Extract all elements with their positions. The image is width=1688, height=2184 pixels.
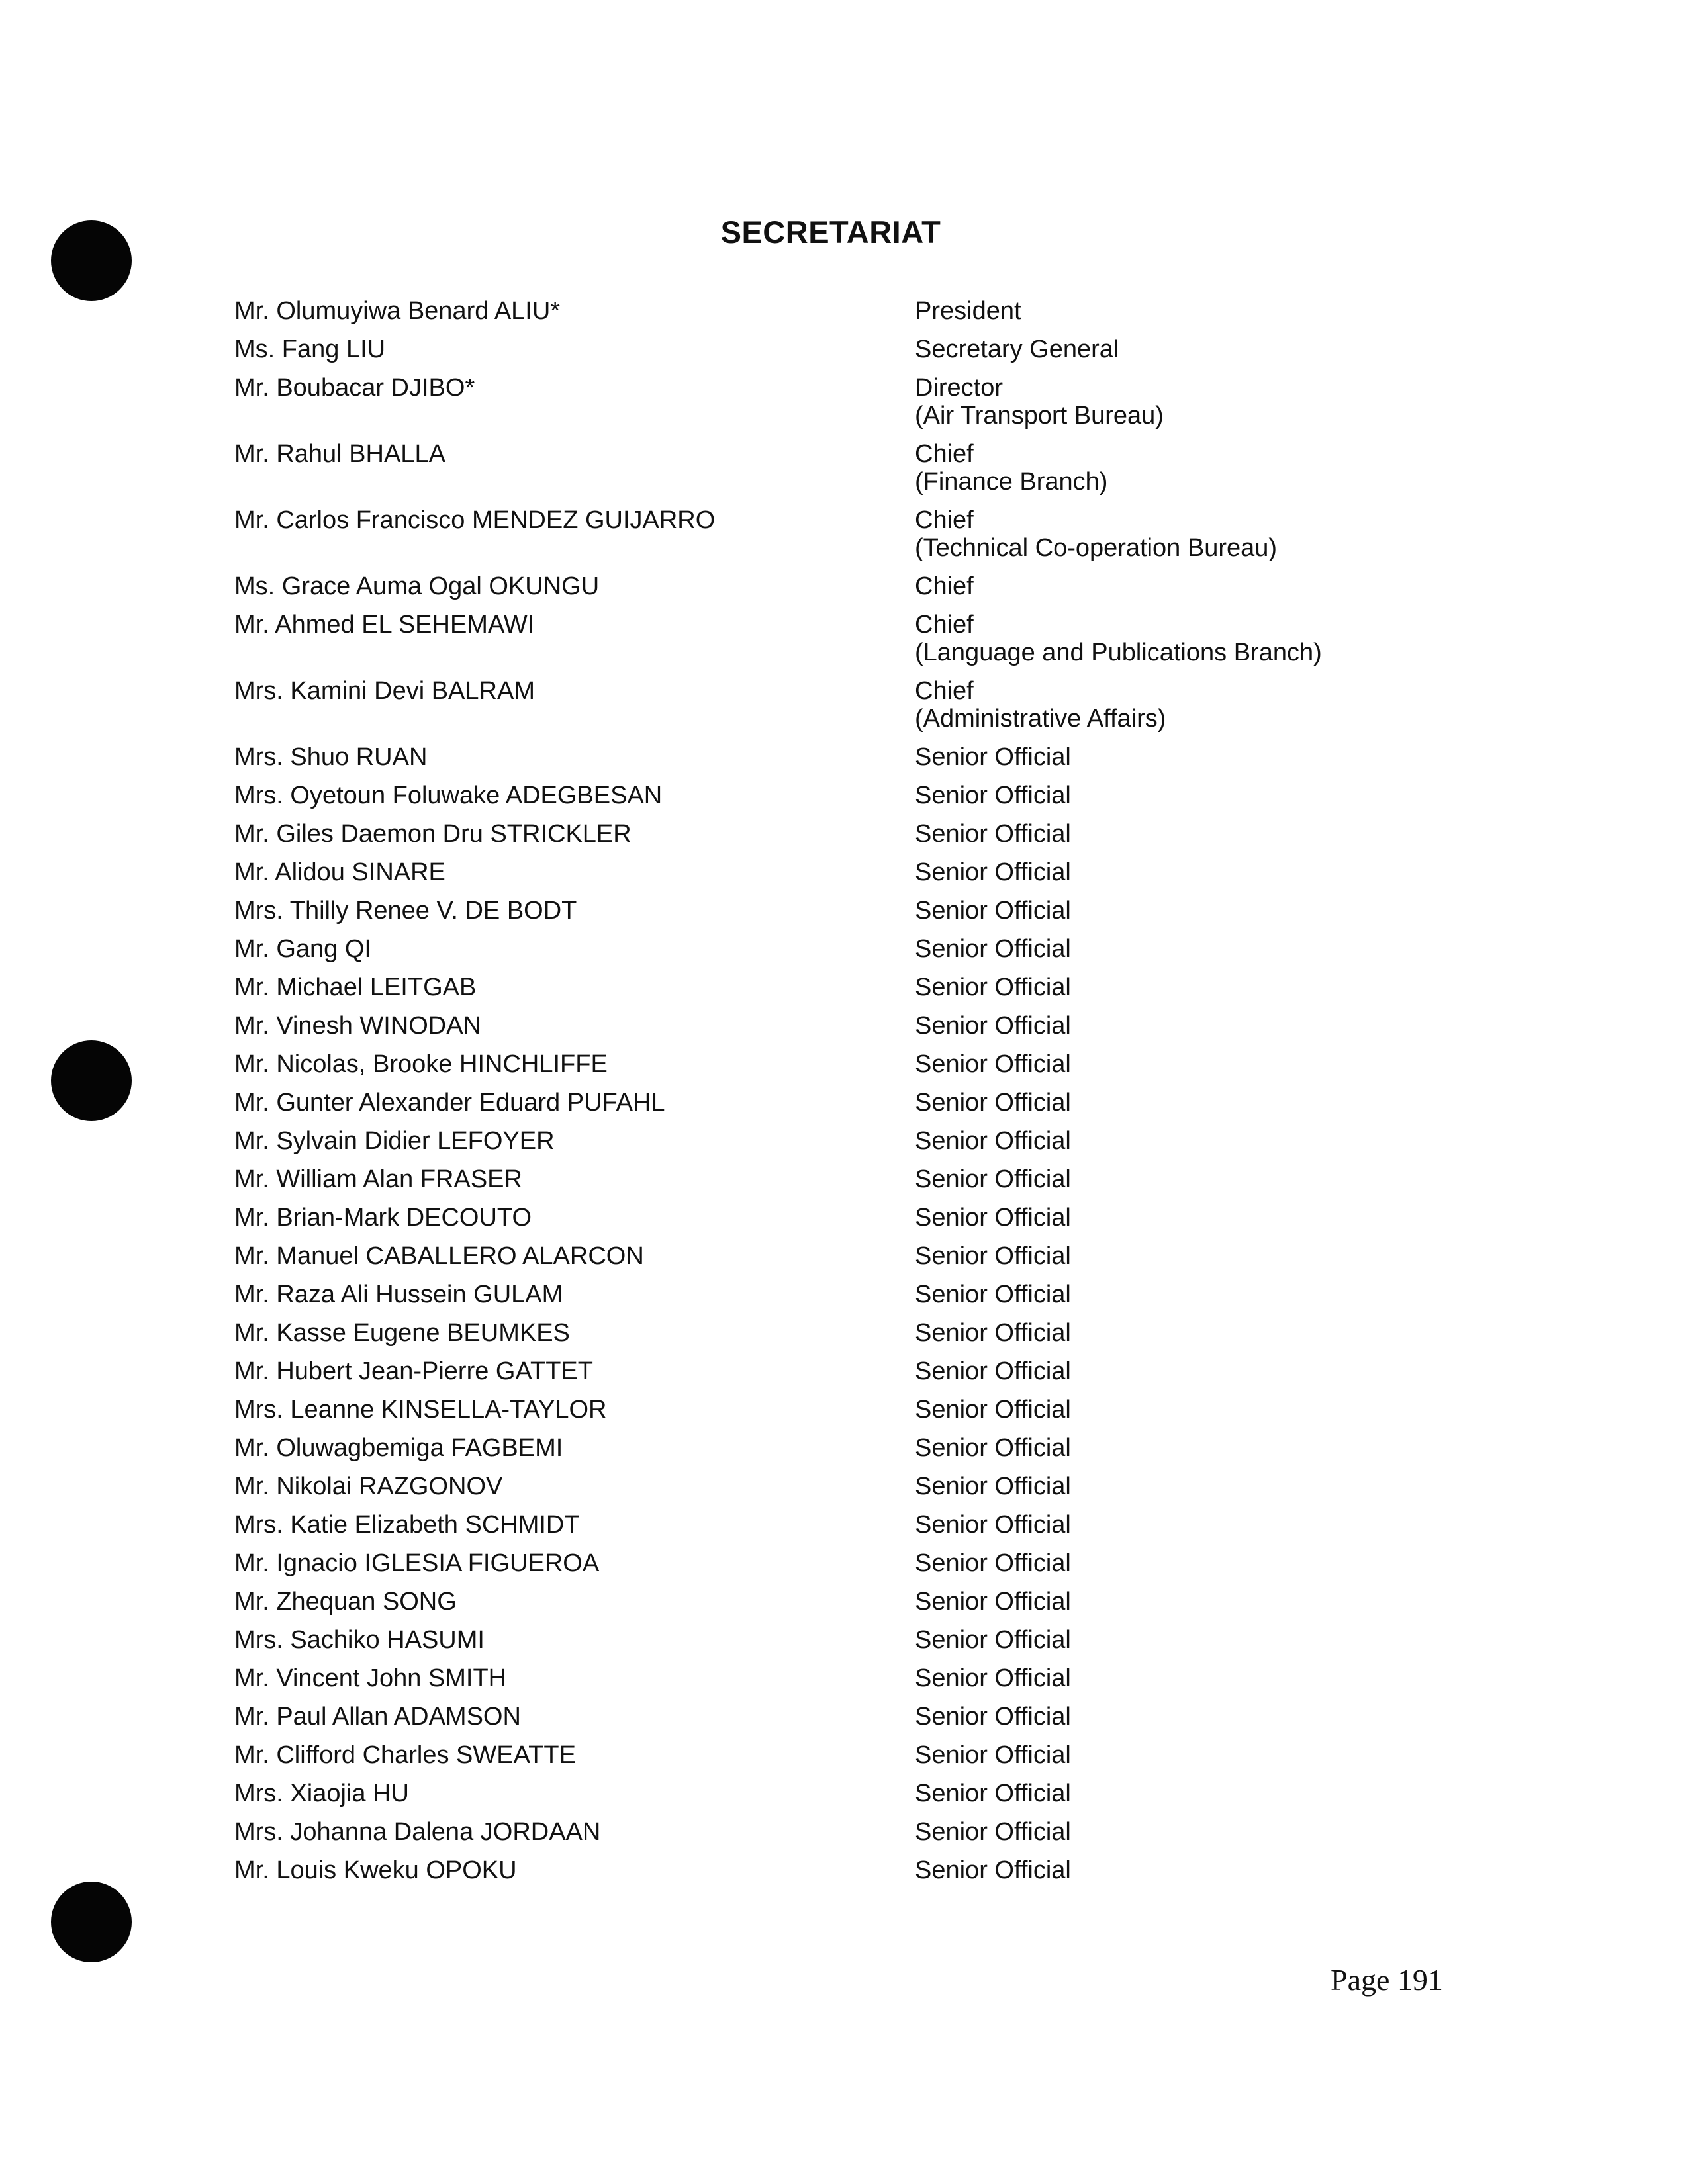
- position-title: Senior Official: [915, 1204, 1071, 1232]
- member-position: [915, 440, 1426, 506]
- position-title: Senior Official: [915, 1281, 1071, 1308]
- member-position: [915, 1089, 1426, 1127]
- member-name: Mr. Alidou SINARE: [234, 858, 445, 886]
- member-name: Mr. Vinesh WINODAN: [234, 1012, 482, 1040]
- roster-row: [234, 1050, 1426, 1089]
- member-name: Mr. Gang QI: [234, 935, 371, 963]
- member-position: [915, 1549, 1426, 1588]
- position-title: Senior Official: [915, 1012, 1071, 1040]
- member-name: Ms. Grace Auma Ogal OKUNGU: [234, 572, 600, 600]
- member-name: Mr. Rahul BHALLA: [234, 440, 445, 468]
- binder-hole-bottom: [51, 1882, 132, 1962]
- position-title: Director: [915, 374, 1004, 402]
- roster-row: [234, 1012, 1426, 1050]
- roster-row: [234, 1703, 1426, 1741]
- member-position: [915, 1588, 1426, 1626]
- roster-row: [234, 1780, 1426, 1818]
- roster-row: [234, 572, 1426, 611]
- member-position: [915, 1856, 1426, 1895]
- member-position: [915, 858, 1426, 897]
- member-position: [915, 1818, 1426, 1856]
- position-title: Senior Official: [915, 1818, 1071, 1846]
- member-name: Mr. Clifford Charles SWEATTE: [234, 1741, 576, 1769]
- section-heading: SECRETARIAT: [720, 214, 941, 250]
- member-position: [915, 935, 1426, 974]
- member-name: Mr. Boubacar DJIBO*: [234, 374, 475, 402]
- member-name: Mr. Ignacio IGLESIA FIGUEROA: [234, 1549, 600, 1577]
- position-title: Senior Official: [915, 782, 1071, 809]
- member-name: Mr. Oluwagbemiga FAGBEMI: [234, 1434, 563, 1462]
- member-name: Mr. Vincent John SMITH: [234, 1664, 507, 1692]
- roster-row: [234, 1664, 1426, 1703]
- position-title: Chief: [915, 506, 974, 534]
- member-name: Mrs. Kamini Devi BALRAM: [234, 677, 535, 705]
- member-name: Mr. Carlos Francisco MENDEZ GUIJARRO: [234, 506, 716, 534]
- member-position: [915, 506, 1426, 572]
- position-title: Senior Official: [915, 1856, 1071, 1884]
- member-name: Mrs. Oyetoun Foluwake ADEGBESAN: [234, 782, 663, 809]
- position-unit: (Air Transport Bureau): [915, 402, 1164, 430]
- roster-row: [234, 1549, 1426, 1588]
- member-position: [915, 1780, 1426, 1818]
- position-title: Senior Official: [915, 1050, 1071, 1078]
- roster-row: [234, 1242, 1426, 1281]
- member-name: Mr. Paul Allan ADAMSON: [234, 1703, 521, 1731]
- member-position: [915, 1242, 1426, 1281]
- member-position: [915, 1204, 1426, 1242]
- member-position: [915, 1050, 1426, 1089]
- roster-row: [234, 974, 1426, 1012]
- member-name: Mr. Nikolai RAZGONOV: [234, 1473, 503, 1500]
- position-title: Senior Official: [915, 1703, 1071, 1731]
- position-unit: (Finance Branch): [915, 468, 1108, 496]
- member-name: Mr. Olumuyiwa Benard ALIU*: [234, 297, 561, 325]
- position-title: Secretary General: [915, 336, 1119, 363]
- member-name: Mr. Louis Kweku OPOKU: [234, 1856, 517, 1884]
- member-position: [915, 1127, 1426, 1165]
- position-title: Senior Official: [915, 935, 1071, 963]
- position-title: Senior Official: [915, 1434, 1071, 1462]
- roster-row: [234, 1127, 1426, 1165]
- roster-row: [234, 374, 1426, 440]
- member-position: [915, 782, 1426, 820]
- member-position: [915, 611, 1426, 677]
- member-position: [915, 1434, 1426, 1473]
- position-title: Senior Official: [915, 1396, 1071, 1424]
- roster-row: [234, 743, 1426, 782]
- position-title: Senior Official: [915, 1780, 1071, 1807]
- member-position: [915, 1319, 1426, 1357]
- position-title: Senior Official: [915, 1664, 1071, 1692]
- member-position: [915, 743, 1426, 782]
- member-position: [915, 1741, 1426, 1780]
- roster-row: [234, 1089, 1426, 1127]
- member-position: [915, 1357, 1426, 1396]
- position-title: Chief: [915, 440, 974, 468]
- roster-row: [234, 782, 1426, 820]
- member-name: Mr. Kasse Eugene BEUMKES: [234, 1319, 570, 1347]
- member-name: Mr. Brian-Mark DECOUTO: [234, 1204, 532, 1232]
- member-position: [915, 1012, 1426, 1050]
- position-title: Senior Official: [915, 1127, 1071, 1155]
- position-title: Senior Official: [915, 1242, 1071, 1270]
- position-unit: (Administrative Affairs): [915, 705, 1166, 733]
- position-title: Senior Official: [915, 974, 1071, 1001]
- member-name: Ms. Fang LIU: [234, 336, 386, 363]
- position-title: Senior Official: [915, 897, 1071, 925]
- member-position: [915, 897, 1426, 935]
- position-title: Chief: [915, 611, 974, 639]
- roster-row: [234, 897, 1426, 935]
- position-title: Senior Official: [915, 1357, 1071, 1385]
- roster-row: [234, 1473, 1426, 1511]
- member-name: Mrs. Katie Elizabeth SCHMIDT: [234, 1511, 580, 1539]
- member-name: Mrs. Leanne KINSELLA-TAYLOR: [234, 1396, 607, 1424]
- member-position: [915, 336, 1426, 374]
- page-number: Page 191: [1331, 1963, 1443, 1997]
- roster-row: [234, 1856, 1426, 1895]
- position-title: Senior Official: [915, 1473, 1071, 1500]
- member-name: Mr. Sylvain Didier LEFOYER: [234, 1127, 555, 1155]
- position-title: Senior Official: [915, 1511, 1071, 1539]
- member-position: [915, 677, 1426, 743]
- binder-hole-middle: [51, 1040, 132, 1121]
- roster-row: [234, 1626, 1426, 1664]
- position-title: Senior Official: [915, 1741, 1071, 1769]
- position-title: Senior Official: [915, 1549, 1071, 1577]
- roster-row: [234, 336, 1426, 374]
- member-position: [915, 1511, 1426, 1549]
- member-position: [915, 974, 1426, 1012]
- roster-row: [234, 1319, 1426, 1357]
- position-title: Senior Official: [915, 820, 1071, 848]
- roster-row: [234, 1588, 1426, 1626]
- roster-row: [234, 1357, 1426, 1396]
- roster-row: [234, 1165, 1426, 1204]
- member-name: Mr. Gunter Alexander Eduard PUFAHL: [234, 1089, 665, 1116]
- position-title: Senior Official: [915, 743, 1071, 771]
- member-name: Mrs. Sachiko HASUMI: [234, 1626, 485, 1654]
- member-name: Mr. Giles Daemon Dru STRICKLER: [234, 820, 632, 848]
- member-name: Mrs. Shuo RUAN: [234, 743, 428, 771]
- member-name: Mr. Raza Ali Hussein GULAM: [234, 1281, 563, 1308]
- position-title: Senior Official: [915, 1588, 1071, 1615]
- member-name: Mr. Hubert Jean-Pierre GATTET: [234, 1357, 593, 1385]
- roster-row: [234, 1204, 1426, 1242]
- member-name: Mr. Michael LEITGAB: [234, 974, 477, 1001]
- member-position: [915, 1703, 1426, 1741]
- roster-row: [234, 1511, 1426, 1549]
- member-name: Mrs. Xiaojia HU: [234, 1780, 409, 1807]
- position-title: Senior Official: [915, 858, 1071, 886]
- member-name: Mrs. Thilly Renee V. DE BODT: [234, 897, 577, 925]
- member-name: Mr. Ahmed EL SEHEMAWI: [234, 611, 535, 639]
- position-unit: (Language and Publications Branch): [915, 639, 1322, 666]
- roster-row: [234, 506, 1426, 572]
- roster-row: [234, 297, 1426, 336]
- roster-row: [234, 858, 1426, 897]
- roster-row: [234, 1281, 1426, 1319]
- roster-row: [234, 820, 1426, 858]
- roster-row: [234, 1741, 1426, 1780]
- member-position: [915, 1281, 1426, 1319]
- member-name: Mr. Zhequan SONG: [234, 1588, 457, 1615]
- member-position: [915, 297, 1426, 336]
- position-title: Senior Official: [915, 1626, 1071, 1654]
- roster-row: [234, 440, 1426, 506]
- secretariat-roster: [234, 297, 1426, 1895]
- roster-row: [234, 677, 1426, 743]
- position-unit: (Technical Co-operation Bureau): [915, 534, 1278, 562]
- member-position: [915, 1473, 1426, 1511]
- member-position: [915, 820, 1426, 858]
- position-title: President: [915, 297, 1021, 325]
- member-position: [915, 1626, 1426, 1664]
- position-title: Senior Official: [915, 1089, 1071, 1116]
- roster-row: [234, 1818, 1426, 1856]
- roster-row: [234, 935, 1426, 974]
- member-position: [915, 1396, 1426, 1434]
- position-title: Chief: [915, 677, 974, 705]
- roster-row: [234, 611, 1426, 677]
- roster-row: [234, 1396, 1426, 1434]
- roster-row: [234, 1434, 1426, 1473]
- member-position: [915, 1664, 1426, 1703]
- position-title: Senior Official: [915, 1319, 1071, 1347]
- position-title: Senior Official: [915, 1165, 1071, 1193]
- member-name: Mrs. Johanna Dalena JORDAAN: [234, 1818, 601, 1846]
- member-position: [915, 572, 1426, 611]
- position-title: Chief: [915, 572, 974, 600]
- member-name: Mr. William Alan FRASER: [234, 1165, 522, 1193]
- member-name: Mr. Manuel CABALLERO ALARCON: [234, 1242, 644, 1270]
- member-position: [915, 1165, 1426, 1204]
- member-position: [915, 374, 1426, 440]
- member-name: Mr. Nicolas, Brooke HINCHLIFFE: [234, 1050, 608, 1078]
